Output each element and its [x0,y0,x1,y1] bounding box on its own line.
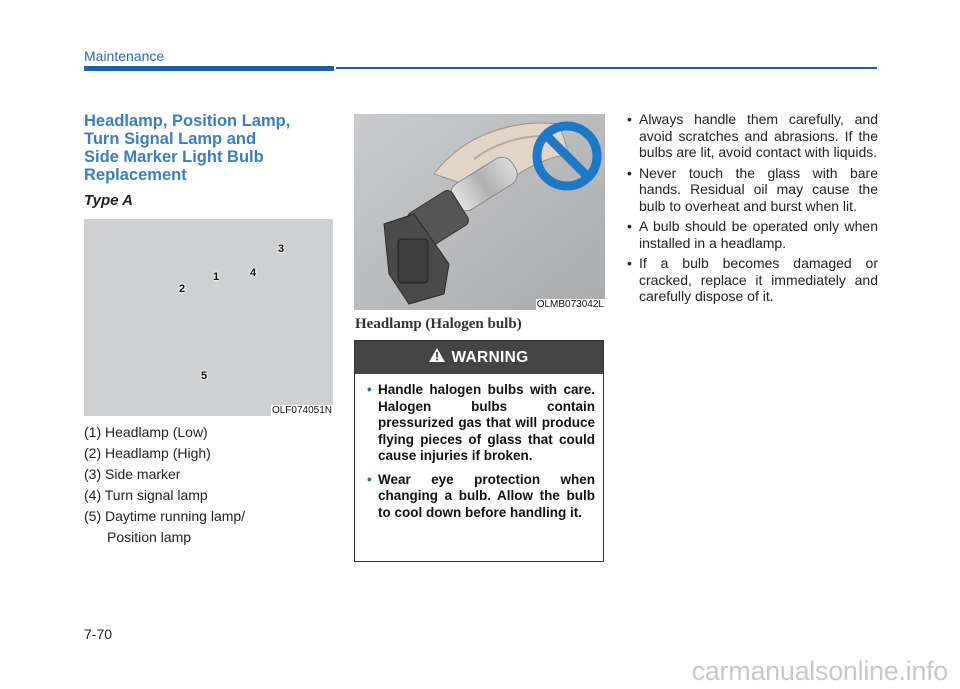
section-title-line: Turn Signal Lamp and [84,130,257,148]
callout-number: 3 [278,243,285,255]
bullet-dot-icon: • [627,111,632,127]
figure-code: OLMB073042L [536,299,604,310]
legend-item: (4) Turn signal lamp [84,487,208,503]
warning-item [367,382,595,465]
figure-caption: Headlamp (Halogen bulb) [355,316,522,332]
legend-item: (5) Daytime running lamp/ [84,508,246,524]
header-rule-thin [336,67,877,69]
bullet-text: A bulb should be operated only when installed in a headlamp. [639,218,878,251]
callout-number: 2 [179,283,186,295]
caution-bullet-list [624,111,878,309]
parts-legend [84,422,344,548]
warning-item [367,472,595,522]
warning-title: WARNING [451,349,529,366]
section-title-line: Replacement [84,166,187,184]
callout-number: 1 [213,271,220,283]
bullet-item [624,111,878,161]
bullet-item [624,218,878,251]
section-title [84,112,334,184]
headlamp-illustration [84,219,333,416]
bullet-text: Always handle them carefully, and avoid scratches and abrasions. If the bulbs are lit, avoid contact with liquids. [639,111,878,160]
bullet-text: If a bulb becomes damaged or cracked, replace it immediately and carefully dispose of it. [639,255,878,304]
bullet-text: Never touch the glass with bare hands. Residual oil may cause the bulb to overheat and burst when lit. [639,164,878,214]
section-title-line: Headlamp, Position Lamp, [84,112,291,130]
warning-header [355,341,603,374]
bullet-item [624,165,878,215]
section-title-line: Side Marker Light Bulb [84,148,264,166]
bullet-item [624,255,878,305]
type-label: Type A [84,192,133,209]
bullet-dot-icon: • [367,382,372,397]
hand-holding-bulb-illustration [354,114,605,310]
callout-number: 5 [201,370,208,382]
legend-item-continuation: Position lamp [107,529,192,545]
warning-item-text: Wear eye protection when changing a bulb. Allow the bulb to cool down before handling it. [378,471,595,520]
legend-item: (3) Side marker [84,466,181,482]
bullet-dot-icon: • [367,471,372,487]
halogen-bulb-photo [354,114,605,310]
warning-triangle-icon [429,341,445,374]
warning-list [355,374,603,521]
watermark: carmanualsonline.info [691,656,948,686]
warning-box [354,340,604,562]
header-section-label: Maintenance [84,48,165,64]
figure-code: OLF074051N [271,405,332,416]
warning-item-text: Handle halogen bulbs with care. Halogen bulbs contain pressurized gas that will produce flying pieces of glass that could cause injuries if broken. [378,382,595,463]
headlamp-diagram [84,219,333,416]
legend-item: (2) Headlamp (High) [84,445,211,461]
bullet-dot-icon: • [627,164,632,181]
bullet-dot-icon: • [627,255,632,271]
callout-number: 4 [250,267,257,279]
page-number: 7-70 [84,626,113,642]
legend-item: (1) Headlamp (Low) [84,424,208,440]
bullet-dot-icon: • [627,218,632,234]
header-rule-thick [84,66,334,71]
